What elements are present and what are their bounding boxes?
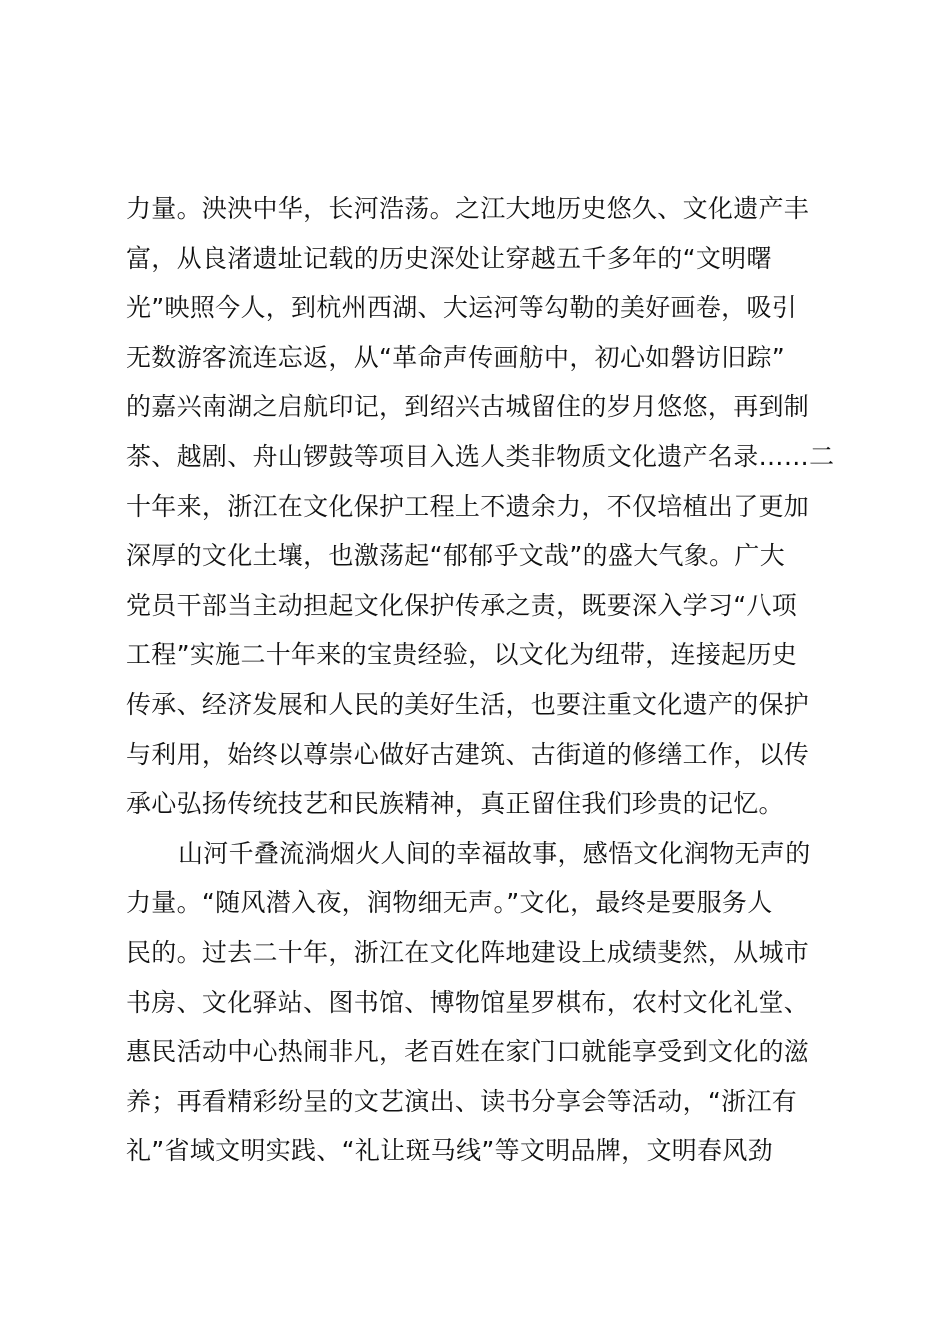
text-line: 力量。泱泱中华，长河浩荡。之江大地历史悠久、文化遗产丰 [126, 194, 810, 223]
body-text [126, 184, 838, 1176]
text-line: 光”映照今人，到杭州西湖、大运河等勾勒的美好画卷，吸引 [126, 293, 798, 323]
text-line: 无数游客流连忘返，从“革命声传画舫中，初心如磐访旧踪” [126, 342, 786, 372]
text-line: 工程”实施二十年来的宝贵经验，以文化为纽带，连接起历史 [126, 640, 798, 670]
text-line: 养；再看精彩纷呈的文艺演出、读书分享会等活动，“浙江有 [126, 1086, 798, 1116]
text-line: 力量。“随风潜入夜，润物细无声。”文化，最终是要服务人 [126, 888, 773, 918]
text-line: 与利用，始终以尊崇心做好古建筑、古街道的修缮工作，以传 [126, 739, 810, 769]
text-line: 书房、文化驿站、图书馆、博物馆星罗棋布，农村文化礼堂、 [126, 987, 810, 1017]
text-line: 惠民活动中心热闹非凡，老百姓在家门口就能享受到文化的滋 [126, 1037, 810, 1067]
text-line: 党员干部当主动担起文化保护传承之责，既要深入学习“八项 [126, 590, 798, 620]
text-line: 民的。过去二十年，浙江在文化阵地建设上成绩斐然，从城市 [126, 937, 810, 967]
text-line: 的嘉兴南湖之启航印记，到绍兴古城留住的岁月悠悠，再到制 [126, 392, 810, 422]
text-line: 礼”省域文明实践、“礼让斑马线”等文明品牌，文明春风劲 [126, 1136, 773, 1166]
text-line: 传承、经济发展和人民的美好生活，也要注重文化遗产的保护 [126, 689, 810, 719]
paragraph-start-line: 山河千叠流淌烟火人间的幸福故事，感悟文化润物无声的 [178, 838, 811, 868]
text-line: 富，从良渚遗址记载的历史深处让穿越五千多年的“文明曙 [126, 243, 772, 273]
text-line: 承心弘扬传统技艺和民族精神，真正留住我们珍贵的记忆。 [126, 789, 784, 819]
text-line: 十年来，浙江在文化保护工程上不遗余力，不仅培植出了更加 [126, 491, 810, 521]
text-line: 深厚的文化土壤，也激荡起“郁郁乎文哉”的盛大气象。广大 [126, 541, 786, 571]
text-line: 茶、越剧、舟山锣鼓等项目入选人类非物质文化遗产名录……二 [126, 441, 835, 471]
